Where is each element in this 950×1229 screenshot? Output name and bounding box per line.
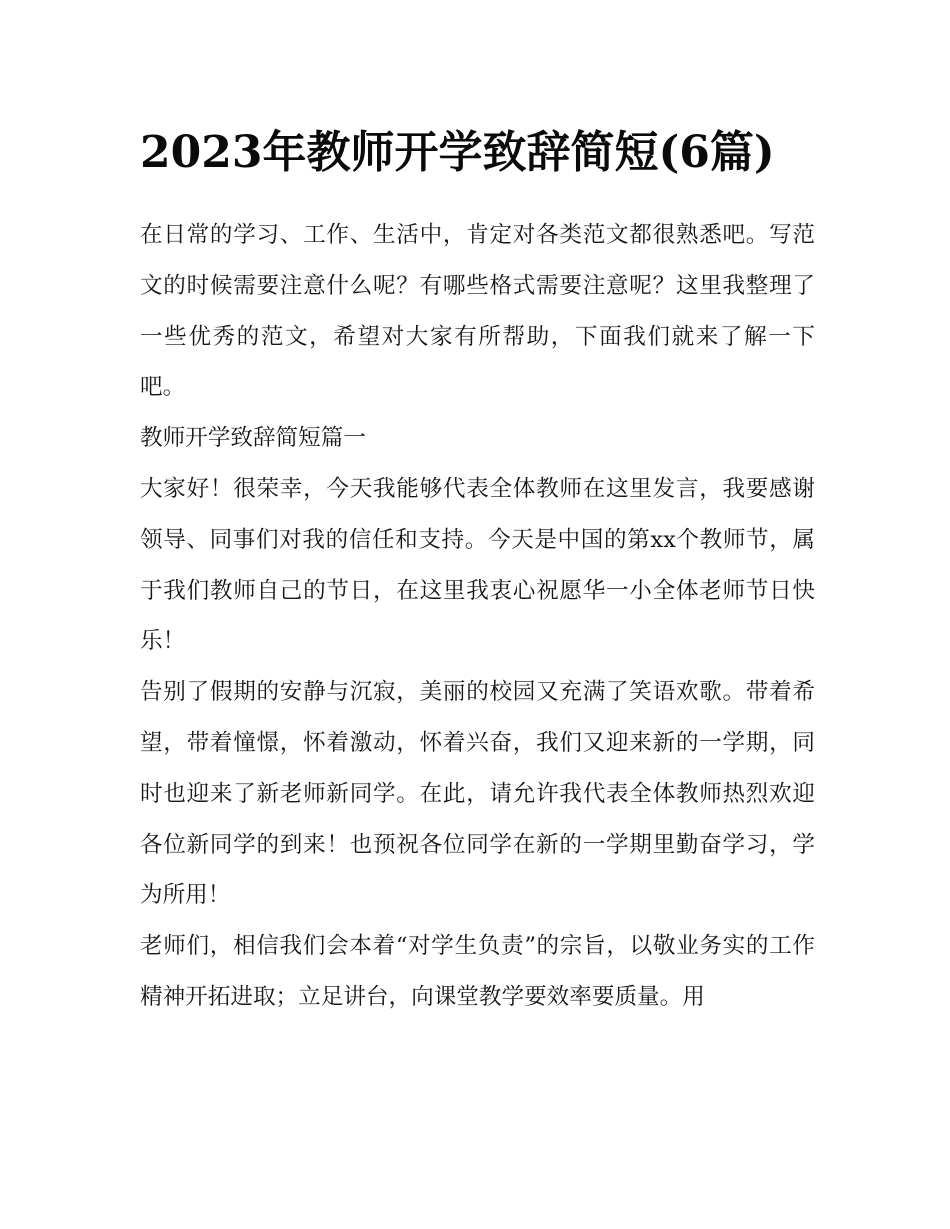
- body-paragraph-3: 老师们，相信我们会本着“对学生负责”的宗旨，以敬业务实的工作精神开拓进取；立足讲台，向课堂教学要效率要质量。用: [140, 933, 815, 1010]
- document-title: 2023年教师开学致辞简短(6篇): [140, 127, 775, 178]
- intro-paragraph: 在日常的学习、工作、生活中，肯定对各类范文都很熟悉吧。写范文的时候需要注意什么呢？有哪些格式需要注意呢？这里我整理了一些优秀的范文，希望对大家有所帮助，下面我们就来了解一下吧。: [140, 222, 815, 401]
- section-heading: 教师开学致辞简短篇一: [140, 425, 366, 452]
- body-paragraph-1: 大家好！很荣幸，今天我能够代表全体教师在这里发言，我要感谢领导、同事们对我的信任和支持。今天是中国的第xx个教师节，属于我们教师自己的节日，在这里我衷心祝愿华一小全体老师节日快乐！: [140, 475, 815, 655]
- document-body: [140, 118, 815, 1023]
- body-paragraph-2: 告别了假期的安静与沉寂，美丽的校园又充满了笑语欢歌。带着希望，带着憧憬，怀着激动，怀着兴奋，我们又迎来新的一学期，同时也迎来了新老师新同学。在此，请允许我代表全体教师热烈欢迎各位新同学的到来！也预祝各位同学在新的一学期里勤奋学习，学为所用！: [140, 679, 815, 909]
